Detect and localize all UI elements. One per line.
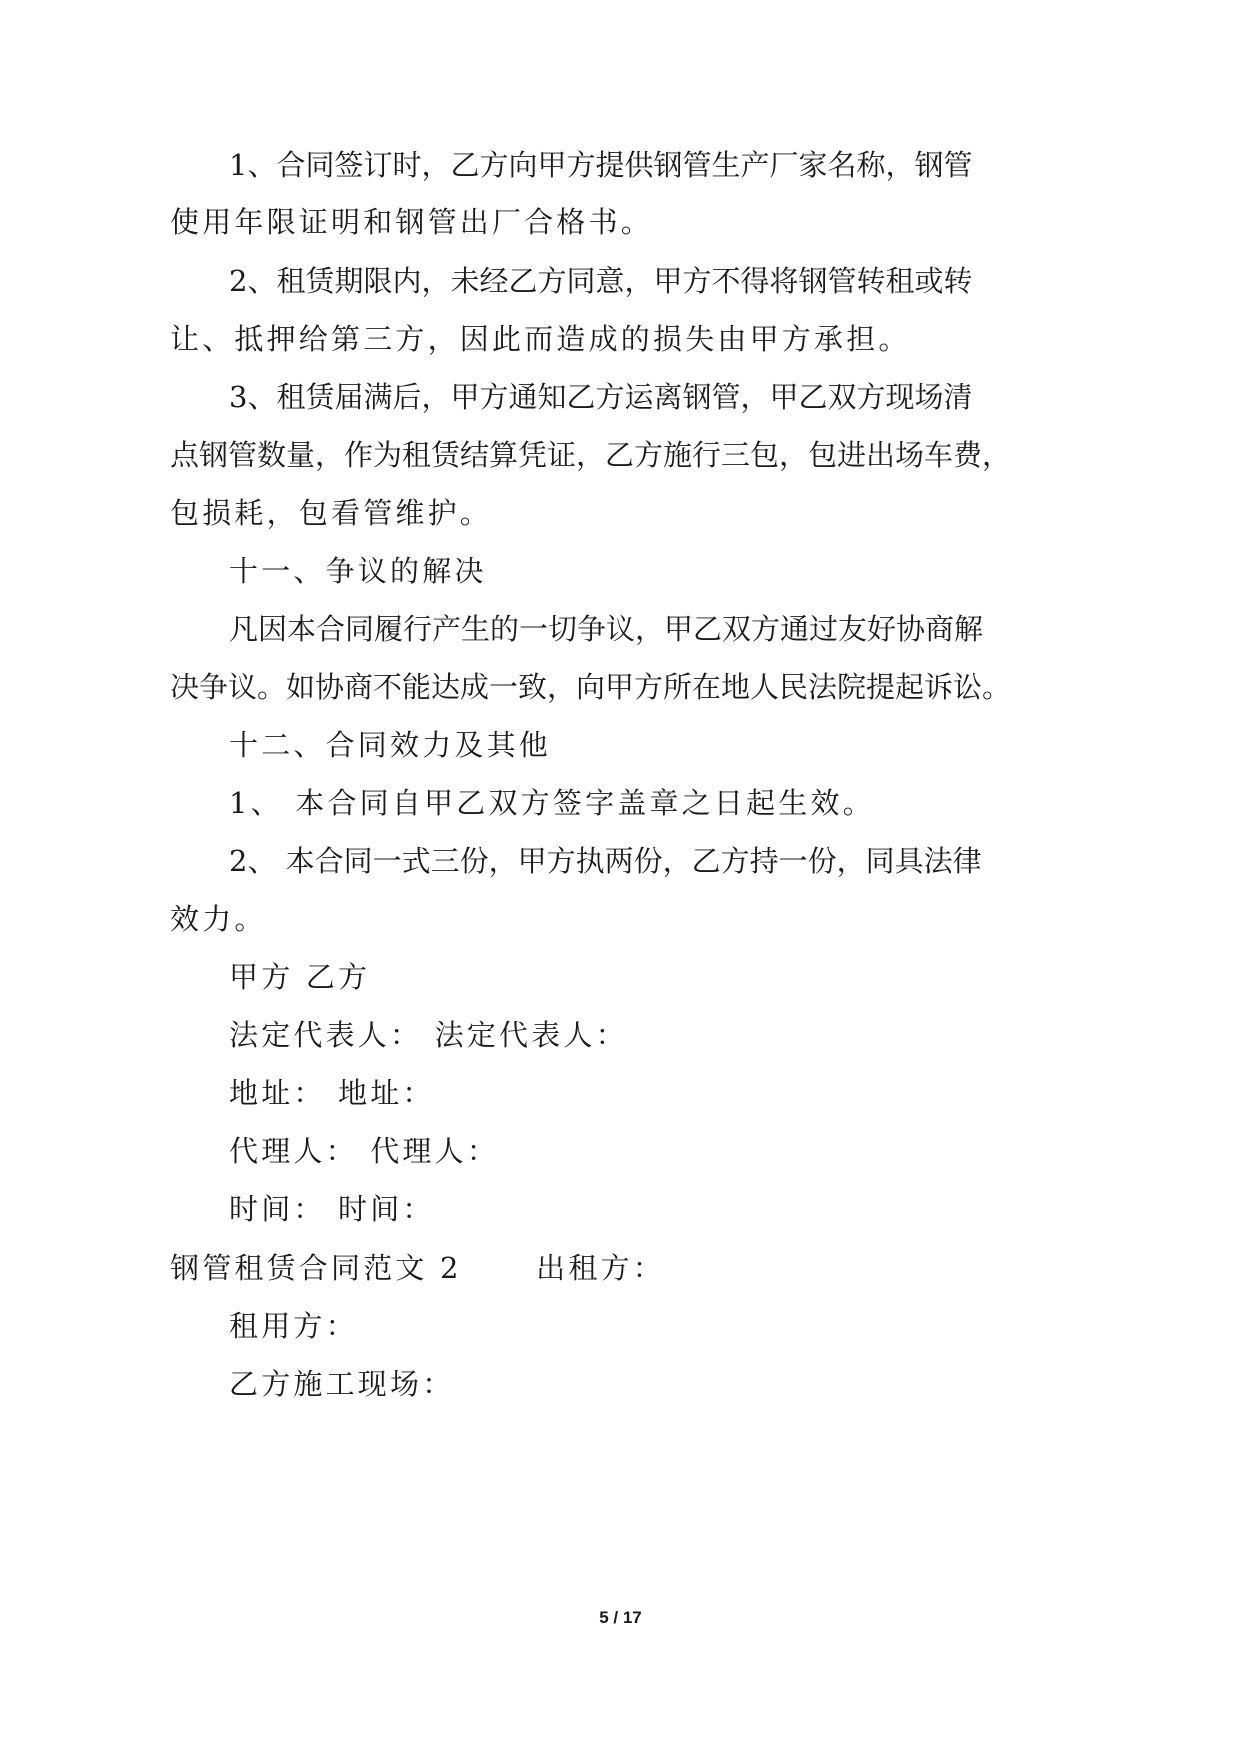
clause-1-line-2: 使用年限证明和钢管出厂合格书。 [170, 205, 654, 239]
section-12-item-1: 1、 本合同自甲乙双方签字盖章之日起生效。 [229, 786, 875, 820]
signature-parties: 甲方 乙方 [229, 960, 371, 994]
signature-address: 地址： 地址： [229, 1076, 435, 1110]
clause-2-line-2: 让、抵押给第三方，因此而造成的损失由甲方承担。 [170, 322, 911, 356]
section-11-heading: 十一、争议的解决 [229, 554, 487, 588]
next-contract-lessee: 租用方： [229, 1309, 358, 1343]
page-number: 5 / 17 [599, 1608, 642, 1627]
clause-1-line-1: 1、合同签订时，乙方向甲方提供钢管生产厂家名称，钢管 [229, 148, 973, 182]
section-12-heading: 十二、合同效力及其他 [229, 728, 552, 762]
section-11-line-1: 凡因本合同履行产生的一切争议，甲乙双方通过友好协商解 [229, 612, 984, 646]
clause-3-line-1: 3、租赁届满后，甲方通知乙方运离钢管，甲乙双方现场清 [229, 380, 973, 414]
clause-3-line-3: 包损耗，包看管维护。 [170, 496, 493, 530]
clause-2-line-1: 2、租赁期限内，未经乙方同意，甲方不得将钢管转租或转 [229, 264, 973, 298]
section-12-item-2-line-1: 2、 本合同一式三份，甲方执两份，乙方持一份，同具法律 [229, 844, 982, 878]
section-12-item-2-line-2: 效力。 [170, 902, 267, 936]
next-contract-site: 乙方施工现场： [229, 1367, 455, 1401]
section-11-line-2: 决争议。如协商不能达成一致，向甲方所在地人民法院提起诉讼。 [170, 670, 1012, 704]
signature-time: 时间： 时间： [229, 1192, 435, 1226]
clause-3-line-2: 点钢管数量，作为租赁结算凭证，乙方施行三包，包进出场车费， [170, 438, 1012, 472]
signature-legal-representative: 法定代表人： 法定代表人： [229, 1018, 628, 1052]
signature-agent: 代理人： 代理人： [229, 1134, 500, 1168]
next-contract-title: 钢管租赁合同范文 2 出租方： [170, 1251, 665, 1285]
